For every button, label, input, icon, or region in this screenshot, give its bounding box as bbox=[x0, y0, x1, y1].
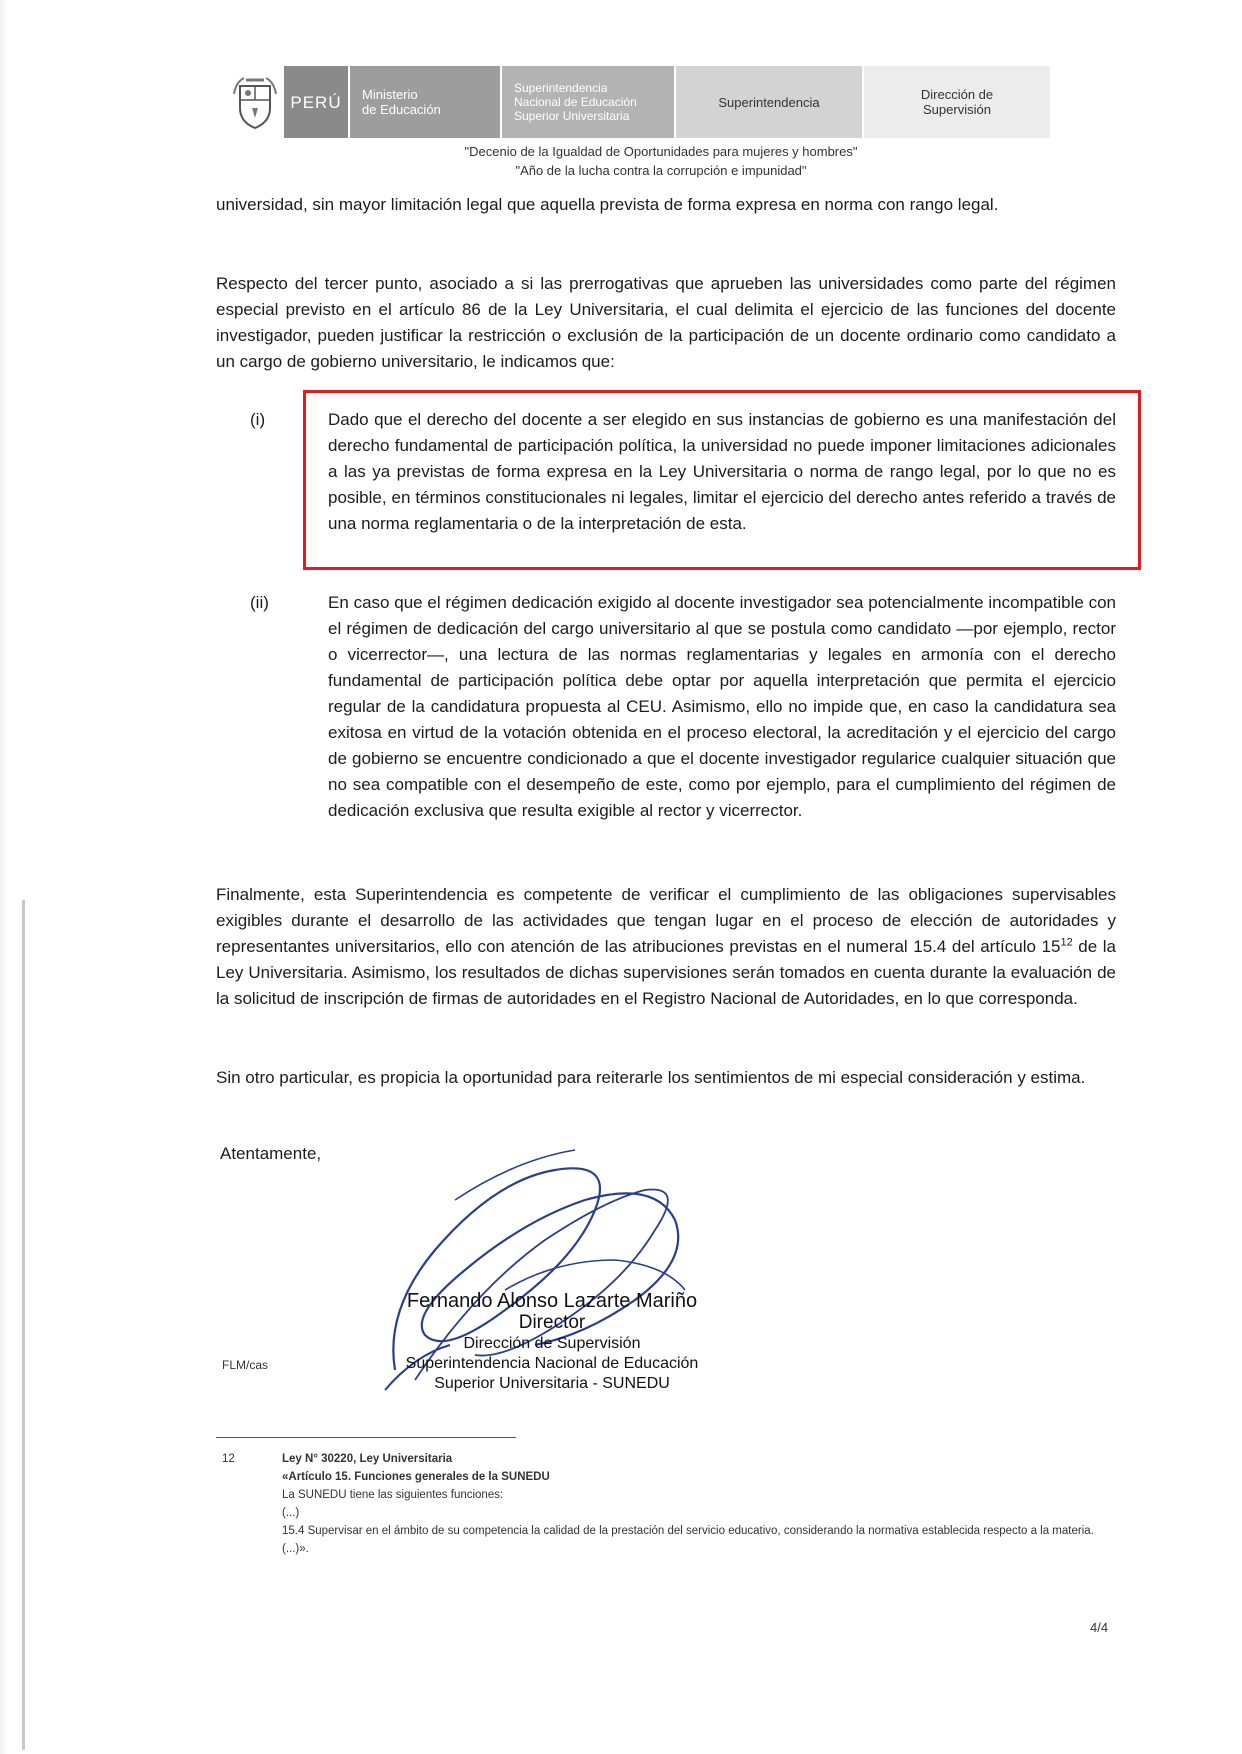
signer-name: Fernando Alonso Lazarte Mariño bbox=[406, 1290, 698, 1312]
page-number: 4/4 bbox=[1090, 1620, 1109, 1635]
paragraph-finally: Finalmente, esta Superintendencia es competente de verificar el cumplimiento de las obligaciones supervisables exigibles durante el desarrollo de las actividades que tengan lugar en el proceso de elección de autoridades y representantes universitarios, ello con atención de las atribuciones previstas en el numeral 15.4 del artículo $15^{12}$ de la Ley Universitaria. Asimismo, los resultados de dichas supervisiones serán tomados en cuenta durante la evaluación de la solicitud de inscripción de firmas de autoridades en el Registro Nacional de Autoridades, en lo que corresponda. bbox=[216, 885, 1117, 1008]
signer-institution: Superintendencia Nacional de Educación bbox=[405, 1355, 699, 1372]
superintendencia-badge: Superintendencia bbox=[676, 66, 862, 138]
closing-salutation: Atentamente, bbox=[220, 1144, 322, 1163]
ministry-badge: Ministerio de Educación bbox=[350, 66, 500, 138]
year-line: "Año de la lucha contra la corrupción e impunidad" bbox=[515, 163, 807, 178]
paragraph-third-point: Respecto del tercer punto, asociado a si las prerrogativas que aprueben las universidades como parte del régimen especial previsto en el artículo 86 de la Ley Universitaria, el cual delimita el ejercicio de las funciones del docente investigador, pueden justificar la restricción o exclusión de la participación de un docente ordinario como candidato a un cargo de gobierno universitario, le indicamos que: bbox=[216, 274, 1116, 371]
typist-initials: FLM/cas bbox=[222, 1358, 269, 1372]
peru-coat-of-arms-icon bbox=[226, 66, 284, 138]
decenio-line: "Decenio de la Igualdad de Oportunidades para mujeres y hombres" bbox=[464, 144, 858, 159]
paragraph-continuation: universidad, sin mayor limitación legal que aquella prevista de forma expresa en norma con rango legal. bbox=[216, 195, 999, 214]
scan-shadow bbox=[0, 0, 8, 1754]
footnote-line: Ley N° 30220, Ley Universitaria bbox=[282, 1453, 453, 1465]
signer-office: Dirección de Supervisión bbox=[463, 1335, 641, 1352]
direccion-badge: Dirección de Supervisión bbox=[864, 66, 1050, 138]
footnote-number: 12 bbox=[222, 1453, 235, 1465]
list-number: (i) bbox=[250, 410, 266, 429]
list-text: Dado que el derecho del docente a ser elegido en sus instancias de gobierno es una manifestación del derecho fundamental de participación política, la universidad no puede imponer limitaciones adicionales a las ya previstas de forma expresa en la Ley Universitaria o norma de rango legal, por lo que no es posible, en términos constitucionales ni legales, limitar el ejercicio del derecho antes referido a través de una norma reglamentaria o de la interpretación de esta. bbox=[328, 410, 1116, 533]
footnote-line: 15.4 Supervisar en el ámbito de su competencia la calidad de la prestación del servicio educativo, considerando la normativa establecida respecto a la materia. bbox=[282, 1525, 1094, 1537]
scan-edge-line bbox=[22, 900, 25, 1750]
signer-institution-2: Superior Universitaria - SUNEDU bbox=[434, 1375, 670, 1392]
official-year-names bbox=[226, 142, 1096, 180]
footnote-line: «Artículo 15. Funciones generales de la SUNEDU bbox=[282, 1471, 550, 1483]
red-highlight-box bbox=[303, 390, 1141, 570]
signature-block bbox=[372, 1290, 732, 1394]
footnote-body bbox=[282, 1450, 1116, 1558]
footnote-line: La SUNEDU tiene las siguientes funciones: bbox=[282, 1489, 504, 1501]
list-text: En caso que el régimen dedicación exigido al docente investigador sea potencialmente incompatible con el régimen de dedicación del cargo universitario al que se postula como candidato —por ejemplo, rector o vicerrector—, una lectura de las normas reglamentarias y legales en armonía con el derecho fundamental de participación política debe optar por aquella interpretación que permita el ejercicio regular de la candidatura propuesta al CEU. Asimismo, ello no impide que, en caso la candidatura sea exitosa en virtud de la votación obtenida en el proceso electoral, la acreditación y el ejercicio del cargo de gobierno se encuentre condicionado a que el docente investigador regularice cualquier situación que no sea compatible con el desempeño de este, como por ejemplo, para el cumplimiento del régimen de dedicación exclusiva que resulta exigible al rector y vicerrector. bbox=[328, 593, 1116, 820]
footnote-line: (...)». bbox=[282, 1543, 309, 1555]
letterhead bbox=[226, 66, 1096, 138]
footnote-line: (...) bbox=[282, 1507, 300, 1519]
list-number: (ii) bbox=[250, 593, 269, 612]
paragraph-regards: Sin otro particular, es propicia la oportunidad para reiterarle los sentimientos de mi especial consideración y estima. bbox=[216, 1068, 1086, 1087]
list-item-ii bbox=[216, 590, 1116, 850]
peru-badge: PERÚ bbox=[284, 66, 348, 138]
footnote-ref: 12 bbox=[1060, 936, 1073, 949]
footnote-divider bbox=[216, 1437, 516, 1438]
signer-title: Director bbox=[518, 1312, 586, 1333]
sunedu-badge: Superintendencia Nacional de Educación Superior Universitaria bbox=[502, 66, 674, 138]
